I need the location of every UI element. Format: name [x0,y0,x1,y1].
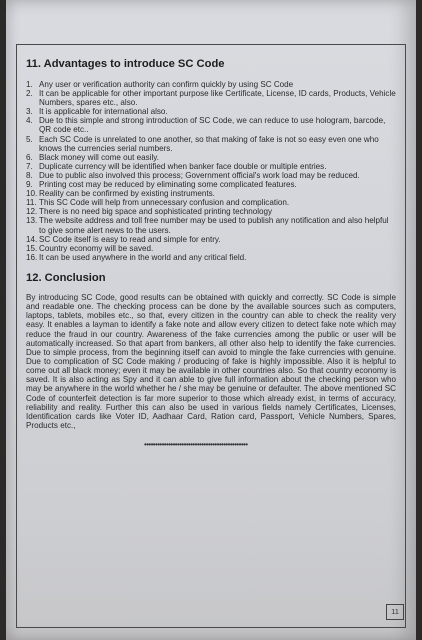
list-item: 13. The website address and toll free number may be used to publish any notification and also helpful to give some alert news to the users. [26,216,389,235]
list-item: 8. Due to public also involved this process; Government official's work load may be reduced. [26,170,360,180]
list-item: 3. It is applicable for international also. [26,107,168,117]
list-item: 14. SC Code itself is easy to read and simple for entry. [26,234,221,244]
document-page [6,0,416,640]
list-item: 6. Black money will come out easily. [26,152,159,162]
list-item: 4. Due to this simple and strong introduction of SC Code, we can reduce to use hologram, barcode, QR code etc.. [26,116,386,135]
page-content [26,52,396,449]
advantages-list [26,80,396,262]
list-item: 5. Each SC Code is unrelated to one another, so that making of fake is not so easy even one who knows the currencies serial numbers. [26,134,379,153]
list-item: 10. Reality can be confirmed by existing instruments. [26,189,215,199]
list-item: 12. There is no need big space and sophisticated printing technology [26,207,273,217]
list-item: 11. This SC Code will help from unnecessary confusion and complication. [26,198,290,208]
conclusion-paragraph: By introducing SC Code, good results can be obtained with quickly and correctly. SC Code is simple and readable one. The checking process can be done by the available sources such as computers, laptops, tablets, mobiles etc., so that, every citizen in the country can able to check the reality very easy. It enables a layman to identify a fake note and allow every citizen to detect fake note which may reduce the fraud in our country. Awareness of the fake currencies among the public or user will be automatically increased. So that apart from bankers, all other also help to identify the fake currencies. Due to simple process, from the beginning itself can avoid to mingle the fake currencies with genuine. Due to complication of SC Code making / producing of fake is highly impossible. Also it is helpful to come out all black money; even it may be available in other countries also. So that country economy is saved. It is also acting as Spy and it can able to give full information about the checking person who may be anywhere in the world whether he / she may be genuine or defaulter. The above mentioned SC Code of counterfeit detection is far more superior to those which already exist, in terms of accuracy, reliability and reality. Further this can also be used in various fields namely Certificates, Licenses, Identification cards like Voter ID, Aadhaar Card, Ration card, Passport, Vehicle Numbers, Spares, Products etc., [26,292,396,431]
section-12-heading: 12. Conclusion [26,271,106,284]
list-item: 9. Printing cost may be reduced by eliminating some complicated features. [26,180,297,190]
dotted-divider: ••••••••••••••••••••••••••••••••••••••••••••••• [144,440,248,450]
list-item: 2. It can be applicable for other important purpose like Certificate, License, ID cards, Products, Vehicle Numbers, spares etc., also. [26,89,396,108]
section-11-heading: 11. Advantages to introduce SC Code [26,58,225,70]
list-item: 16. It can be used anywhere in the world and any critical field. [26,252,247,262]
page-number-box: 11 [386,604,404,620]
list-item: 7. Duplicate currency will be identified when banker face double or multiple entries. [26,161,327,171]
list-item: 15. Country economy will be saved. [26,243,154,253]
list-item: 1. Any user or verification authority can confirm quickly by using SC Code [26,80,294,89]
